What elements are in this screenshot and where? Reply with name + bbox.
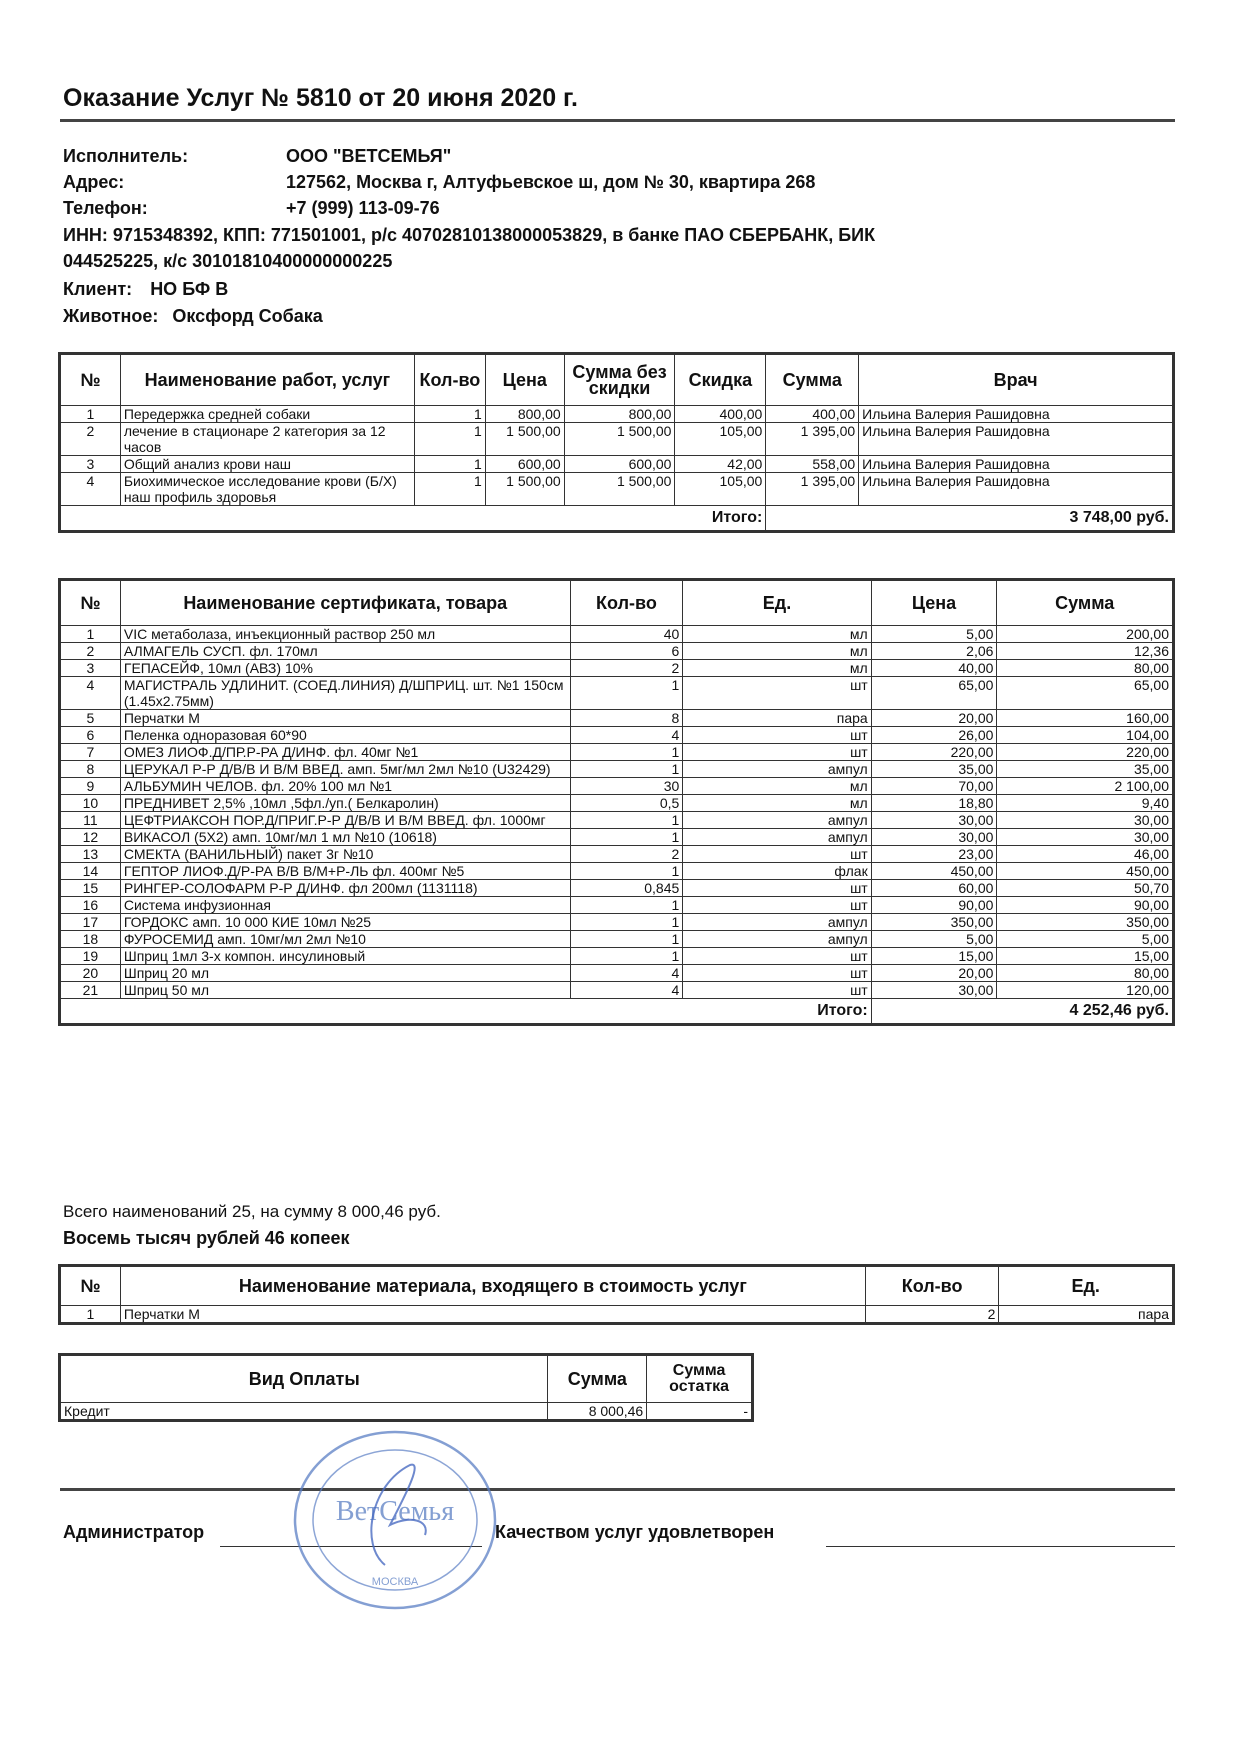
table-cell: 4 [570, 727, 683, 744]
col-header: Наименование материала, входящего в стоимость услуг [120, 1266, 865, 1306]
table-row [60, 778, 1174, 795]
table-cell: 16 [60, 897, 121, 914]
table-cell: 1 [570, 931, 683, 948]
table-cell: пара [999, 1306, 1174, 1324]
table-cell: 5,00 [997, 931, 1174, 948]
title-divider [60, 119, 1175, 122]
table-row [60, 626, 1174, 643]
bank-line-2: 044525225, к/с 30101810400000000225 [63, 251, 393, 271]
col-header: Сумма без скидки [564, 354, 675, 406]
services-total-row [60, 506, 1174, 532]
table-row [60, 473, 1174, 506]
table-cell: 0,845 [570, 880, 683, 897]
table-cell: 4 [570, 982, 683, 999]
table-cell: Шприц 1мл 3-х компон. инсулиновый [120, 948, 570, 965]
table-cell: 350,00 [871, 914, 997, 931]
table-cell: шт [683, 880, 871, 897]
col-header: Ед. [999, 1266, 1174, 1306]
company-stamp [290, 1425, 500, 1615]
table-row [60, 423, 1174, 456]
summary-words: Восемь тысяч рублей 46 копеек [63, 1228, 350, 1248]
phone-label: Телефон: [63, 198, 148, 218]
table-cell: ГЕПТОР ЛИОФ.Д/Р-РА В/В В/М+Р-ЛЬ фл. 400мг №5 [120, 863, 570, 880]
goods-total-value: 4 252,46 руб. [871, 999, 1173, 1025]
table-cell: 558,00 [766, 456, 859, 473]
table-cell: ВИКАСОЛ (5Х2) амп. 10мг/мл 1 мл №10 (10618) [120, 829, 570, 846]
table-cell: 3 [60, 660, 121, 677]
table-cell: пара [683, 710, 871, 727]
table-cell: 450,00 [871, 863, 997, 880]
table-cell: 200,00 [997, 626, 1174, 643]
table-cell: 1 500,00 [485, 473, 564, 506]
col-header: Сумма остатка [647, 1355, 753, 1403]
materials-header-row [60, 1266, 1174, 1306]
table-cell: 2,06 [871, 643, 997, 660]
table-cell: 1 [414, 406, 485, 423]
table-cell: ЦЕФТРИАКСОН ПОР.Д/ПРИГ.Р-Р Д/В/В И В/М ВВЕД. фл. 1000мг [120, 812, 570, 829]
table-cell: Общий анализ крови наш [120, 456, 414, 473]
table-cell: 600,00 [564, 456, 675, 473]
table-cell: Ильина Валерия Рашидовна [859, 423, 1174, 456]
animal-label: Животное: [63, 306, 159, 326]
payment-header-row [60, 1355, 753, 1403]
table-cell: ампул [683, 829, 871, 846]
col-header: № [60, 580, 121, 626]
client-row [63, 279, 228, 300]
table-cell: 30,00 [871, 982, 997, 999]
table-cell: 18,80 [871, 795, 997, 812]
table-cell: 1 [570, 897, 683, 914]
table-cell: 9,40 [997, 795, 1174, 812]
goods-total-row [60, 999, 1174, 1025]
table-cell: 65,00 [871, 677, 997, 710]
table-cell: 160,00 [997, 710, 1174, 727]
table-cell: шт [683, 744, 871, 761]
satisfied-label: Качеством услуг удовлетворен [495, 1522, 775, 1542]
table-row [60, 982, 1174, 999]
table-row [60, 897, 1174, 914]
col-header: Ед. [683, 580, 871, 626]
table-cell: 105,00 [675, 423, 766, 456]
table-cell: ГЕПАСЕЙФ, 10мл (АВЗ) 10% [120, 660, 570, 677]
table-cell: Ильина Валерия Рашидовна [859, 456, 1174, 473]
table-cell: 1 [570, 914, 683, 931]
col-header: Наименование сертификата, товара [120, 580, 570, 626]
col-header: Цена [485, 354, 564, 406]
executor-row [63, 146, 451, 167]
col-header: № [60, 1266, 121, 1306]
table-cell: 2 [865, 1306, 999, 1324]
admin-label: Администратор [63, 1522, 205, 1542]
table-cell: 1 500,00 [564, 473, 675, 506]
table-cell: РИНГЕР-СОЛОФАРМ Р-Р Д/ИНФ. фл 200мл (1131118) [120, 880, 570, 897]
table-cell: 1 500,00 [485, 423, 564, 456]
table-cell: 5 [60, 710, 121, 727]
table-cell: 21 [60, 982, 121, 999]
table-cell: 40 [570, 626, 683, 643]
table-row [60, 863, 1174, 880]
table-cell: 30,00 [871, 829, 997, 846]
table-row [60, 1403, 753, 1421]
table-cell: ФУРОСЕМИД амп. 10мг/мл 2мл №10 [120, 931, 570, 948]
table-cell: 2 [60, 643, 121, 660]
table-cell: 450,00 [997, 863, 1174, 880]
col-header: Цена [871, 580, 997, 626]
table-cell: 42,00 [675, 456, 766, 473]
table-cell: 80,00 [997, 660, 1174, 677]
table-row [60, 710, 1174, 727]
address-label: Адрес: [63, 172, 125, 192]
table-cell: шт [683, 948, 871, 965]
table-cell: 14 [60, 863, 121, 880]
table-cell: 10 [60, 795, 121, 812]
goods-total-label: Итого: [60, 999, 872, 1025]
table-cell: МАГИСТРАЛЬ УДЛИНИТ. (СОЕД.ЛИНИЯ) Д/ШПРИЦ. шт. №1 150см (1.45х2.75мм) [120, 677, 570, 710]
table-cell: 12 [60, 829, 121, 846]
table-cell: шт [683, 677, 871, 710]
table-cell: 0,5 [570, 795, 683, 812]
table-cell: 1 500,00 [564, 423, 675, 456]
table-cell: 9 [60, 778, 121, 795]
table-cell: 1 [570, 948, 683, 965]
address-value: 127562, Москва г, Алтуфьевское ш, дом № 30, квартира 268 [286, 172, 816, 192]
table-cell: 13 [60, 846, 121, 863]
table-cell: 15,00 [871, 948, 997, 965]
table-cell: 60,00 [871, 880, 997, 897]
table-cell: 2 [570, 660, 683, 677]
table-cell: 400,00 [675, 406, 766, 423]
table-cell: 120,00 [997, 982, 1174, 999]
client-label: Клиент: [63, 279, 133, 299]
table-cell: 30 [570, 778, 683, 795]
summary-count: Всего наименований 25, на сумму 8 000,46 руб. [63, 1202, 441, 1221]
animal-row [63, 306, 323, 327]
table-cell: Ильина Валерия Рашидовна [859, 473, 1174, 506]
table-row [60, 931, 1174, 948]
table-cell: 1 395,00 [766, 473, 859, 506]
executor-label: Исполнитель: [63, 146, 189, 166]
table-cell: 105,00 [675, 473, 766, 506]
table-cell: 6 [570, 643, 683, 660]
goods-table [58, 578, 1175, 1026]
table-cell: 35,00 [871, 761, 997, 778]
table-cell: 90,00 [997, 897, 1174, 914]
table-cell: 3 [60, 456, 121, 473]
table-cell: АЛМАГЕЛЬ СУСП. фл. 170мл [120, 643, 570, 660]
table-cell: Перчатки М [120, 710, 570, 727]
table-cell: 23,00 [871, 846, 997, 863]
table-cell: 1 [570, 677, 683, 710]
table-cell: 70,00 [871, 778, 997, 795]
table-cell: 1 [414, 473, 485, 506]
table-cell: 1 [60, 626, 121, 643]
table-row [60, 406, 1174, 423]
document-title: Оказание Услуг № 5810 от 20 июня 2020 г. [63, 84, 578, 112]
table-cell: 1 [570, 829, 683, 846]
bank-line-1: ИНН: 9715348392, КПП: 771501001, р/с 40702810138000053829, в банке ПАО СБЕРБАНК, БИК [63, 225, 876, 245]
table-cell: 20 [60, 965, 121, 982]
table-cell: 40,00 [871, 660, 997, 677]
table-row [60, 812, 1174, 829]
table-cell: Шприц 20 мл [120, 965, 570, 982]
col-header: Кол-во [865, 1266, 999, 1306]
table-row [60, 744, 1174, 761]
table-cell: ампул [683, 812, 871, 829]
table-cell: 1 [570, 863, 683, 880]
col-header: Сумма [548, 1355, 647, 1403]
table-cell: 800,00 [564, 406, 675, 423]
table-cell: 35,00 [997, 761, 1174, 778]
table-row [60, 948, 1174, 965]
animal-value: Оксфорд Собака [172, 306, 323, 326]
table-cell: шт [683, 897, 871, 914]
table-cell: ОМЕЗ ЛИОФ.Д/ПР.Р-РА Д/ИНФ. фл. 40мг №1 [120, 744, 570, 761]
services-total-label: Итого: [60, 506, 766, 532]
table-cell: 20,00 [871, 710, 997, 727]
table-cell: 220,00 [997, 744, 1174, 761]
stamp-name: ВетСемья [335, 1496, 455, 1527]
table-cell: 1 395,00 [766, 423, 859, 456]
table-cell: 30,00 [997, 812, 1174, 829]
table-cell: Перчатки М [120, 1306, 865, 1324]
table-cell: ПРЕДНИВЕТ 2,5% ,10мл ,5фл./уп.( Белкаролин) [120, 795, 570, 812]
table-cell: ЦЕРУКАЛ Р-Р Д/В/В И В/М ВВЕД. амп. 5мг/мл 2мл №10 (U32429) [120, 761, 570, 778]
table-cell: 5,00 [871, 931, 997, 948]
table-cell: ампул [683, 761, 871, 778]
col-header: Вид Оплаты [60, 1355, 548, 1403]
col-header: Кол-во [570, 580, 683, 626]
table-row [60, 795, 1174, 812]
table-row [60, 643, 1174, 660]
table-cell: 18 [60, 931, 121, 948]
table-cell: Кредит [60, 1403, 548, 1421]
table-cell: 30,00 [997, 829, 1174, 846]
table-cell: Система инфузионная [120, 897, 570, 914]
table-cell: 1 [60, 406, 121, 423]
table-row [60, 456, 1174, 473]
table-cell: 1 [570, 812, 683, 829]
client-value: НО БФ В [150, 279, 229, 299]
table-cell: 400,00 [766, 406, 859, 423]
table-cell: 15,00 [997, 948, 1174, 965]
services-total-value: 3 748,00 руб. [766, 506, 1174, 532]
table-cell: 1 [60, 1306, 121, 1324]
table-cell: 80,00 [997, 965, 1174, 982]
table-row [60, 761, 1174, 778]
table-cell: ампул [683, 914, 871, 931]
table-cell: 90,00 [871, 897, 997, 914]
col-header: Сумма [997, 580, 1174, 626]
phone-value: +7 (999) 113-09-76 [286, 198, 440, 218]
table-cell: ГОРДОКС амп. 10 000 КИЕ 10мл №25 [120, 914, 570, 931]
signature-divider [60, 1488, 1175, 1491]
table-cell: 1 [570, 744, 683, 761]
table-cell: 800,00 [485, 406, 564, 423]
table-cell: лечение в стационаре 2 категория за 12 часов [120, 423, 414, 456]
table-cell: 2 [570, 846, 683, 863]
table-row [60, 727, 1174, 744]
table-cell: 5,00 [871, 626, 997, 643]
table-cell: 600,00 [485, 456, 564, 473]
table-cell: флак [683, 863, 871, 880]
table-cell: 2 [60, 423, 121, 456]
table-cell: 4 [570, 965, 683, 982]
table-cell: ампул [683, 931, 871, 948]
table-cell: VIC метаболаза, инъекционный раствор 250 мл [120, 626, 570, 643]
table-cell: 4 [60, 473, 121, 506]
table-cell: мл [683, 778, 871, 795]
table-cell: 2 100,00 [997, 778, 1174, 795]
table-cell: 8 [570, 710, 683, 727]
col-header: Сумма [766, 354, 859, 406]
table-cell: 20,00 [871, 965, 997, 982]
address-row [63, 172, 815, 193]
table-cell: 11 [60, 812, 121, 829]
table-cell: 15 [60, 880, 121, 897]
table-cell: 8 [60, 761, 121, 778]
table-cell: 50,70 [997, 880, 1174, 897]
table-cell: 220,00 [871, 744, 997, 761]
table-cell: 350,00 [997, 914, 1174, 931]
table-cell: 19 [60, 948, 121, 965]
table-cell: 4 [60, 677, 121, 710]
col-header: Врач [859, 354, 1174, 406]
table-cell: Биохимическое исследование крови (Б/Х) наш профиль здоровья [120, 473, 414, 506]
table-cell: Ильина Валерия Рашидовна [859, 406, 1174, 423]
table-cell: 26,00 [871, 727, 997, 744]
table-row [60, 677, 1174, 710]
payment-table [58, 1353, 754, 1422]
table-cell: 1 [414, 456, 485, 473]
goods-header-row [60, 580, 1174, 626]
table-cell: 104,00 [997, 727, 1174, 744]
table-cell: - [647, 1403, 753, 1421]
table-cell: Шприц 50 мл [120, 982, 570, 999]
services-table [58, 352, 1175, 533]
services-header-row [60, 354, 1174, 406]
table-cell: 12,36 [997, 643, 1174, 660]
executor-value: ООО "ВЕТСЕМЬЯ" [286, 146, 452, 166]
materials-table [58, 1264, 1175, 1325]
table-cell: мл [683, 795, 871, 812]
table-cell: СМЕКТА (ВАНИЛЬНЫЙ) пакет 3г №10 [120, 846, 570, 863]
table-cell: шт [683, 846, 871, 863]
table-row [60, 880, 1174, 897]
table-row [60, 660, 1174, 677]
table-cell: 65,00 [997, 677, 1174, 710]
table-cell: Передержка средней собаки [120, 406, 414, 423]
table-cell: 7 [60, 744, 121, 761]
table-cell: мл [683, 643, 871, 660]
client-signature-line [826, 1546, 1175, 1547]
table-cell: 46,00 [997, 846, 1174, 863]
table-row [60, 1306, 1174, 1324]
table-cell: АЛЬБУМИН ЧЕЛОВ. фл. 20% 100 мл №1 [120, 778, 570, 795]
table-cell: Пеленка одноразовая 60*90 [120, 727, 570, 744]
stamp-city: МОСКВА [371, 1576, 419, 1588]
table-cell: 6 [60, 727, 121, 744]
col-header: № [60, 354, 121, 406]
table-cell: 1 [414, 423, 485, 456]
table-cell: 8 000,46 [548, 1403, 647, 1421]
table-cell: мл [683, 626, 871, 643]
table-row [60, 846, 1174, 863]
col-header: Наименование работ, услуг [120, 354, 414, 406]
table-cell: шт [683, 982, 871, 999]
table-cell: шт [683, 727, 871, 744]
col-header: Скидка [675, 354, 766, 406]
table-row [60, 914, 1174, 931]
phone-row [63, 198, 440, 219]
table-row [60, 829, 1174, 846]
table-cell: 30,00 [871, 812, 997, 829]
table-cell: 1 [570, 761, 683, 778]
table-cell: 17 [60, 914, 121, 931]
col-header: Кол-во [414, 354, 485, 406]
table-cell: шт [683, 965, 871, 982]
table-cell: мл [683, 660, 871, 677]
table-row [60, 965, 1174, 982]
